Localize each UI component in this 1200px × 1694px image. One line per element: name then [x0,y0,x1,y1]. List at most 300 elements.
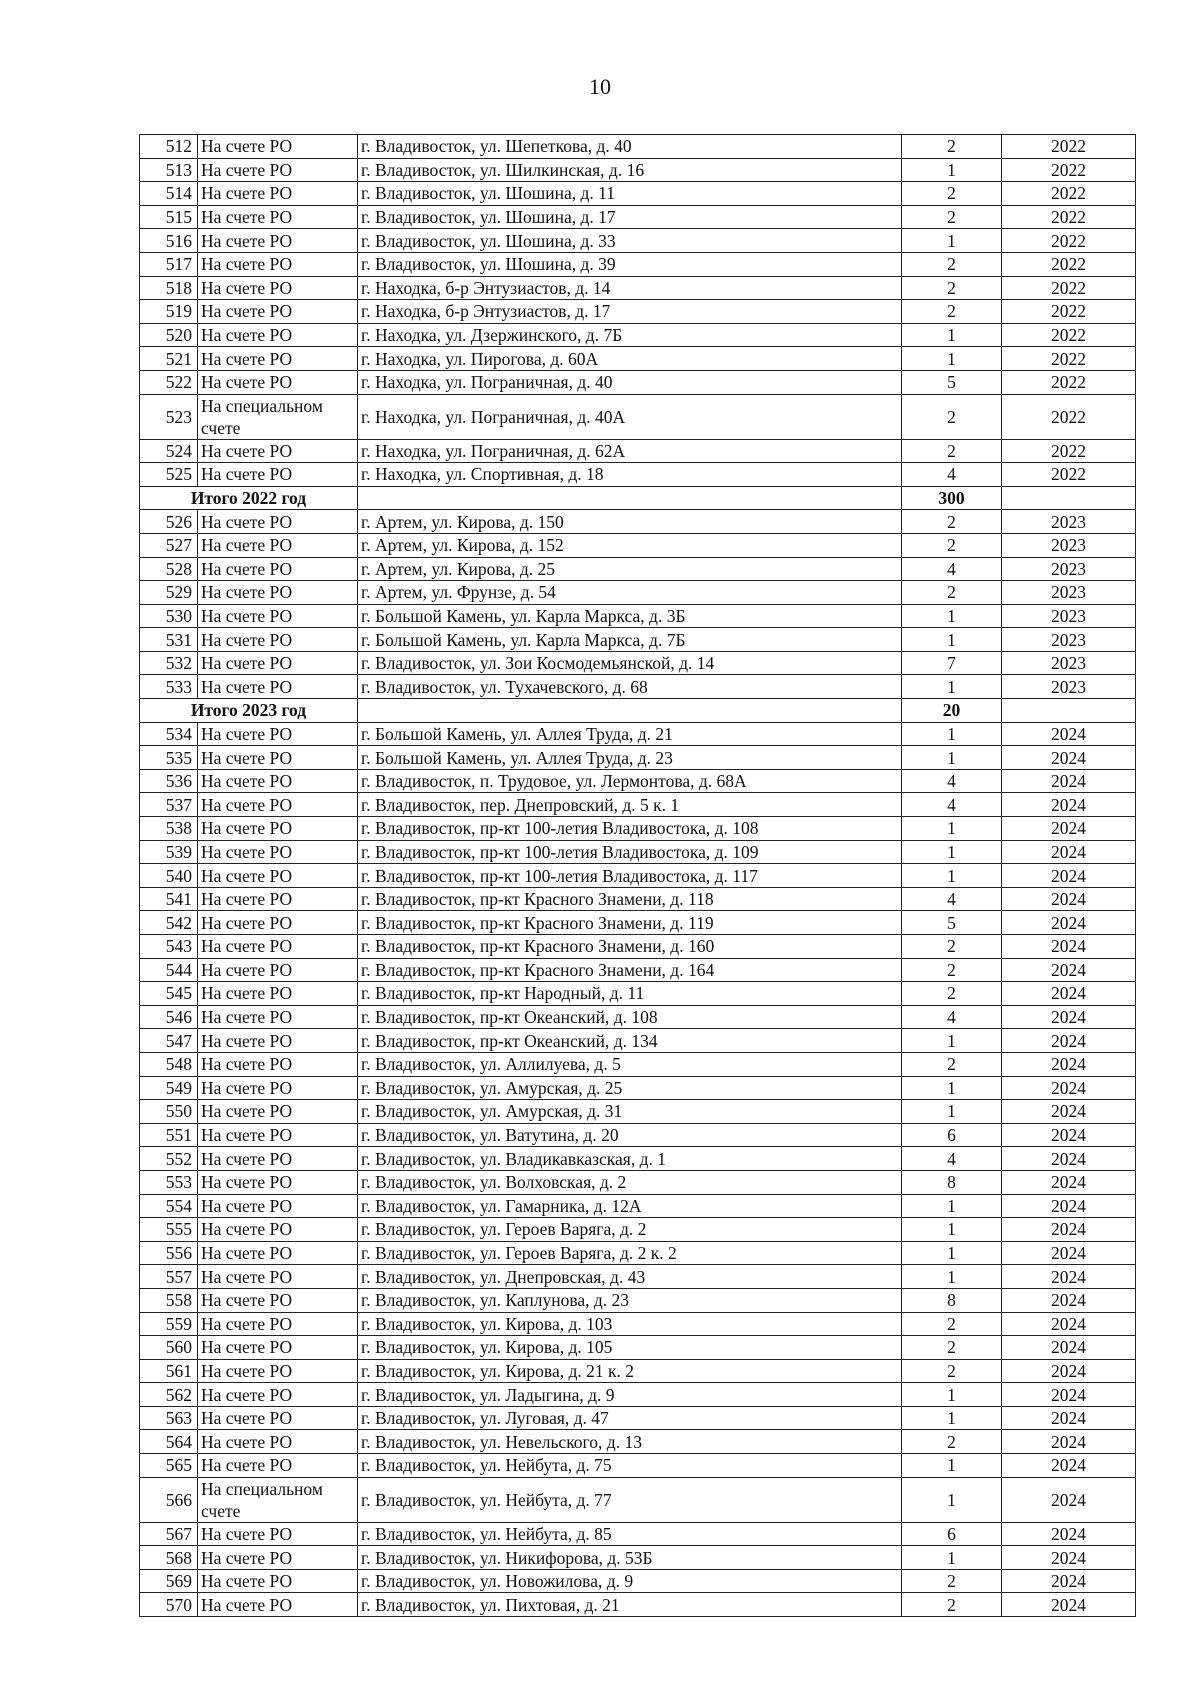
count: 1 [902,1477,1002,1522]
account-type: На счете РО [198,533,358,557]
row-number: 528 [140,557,198,581]
table-row [140,323,1136,347]
row-number: 539 [140,840,198,864]
address: г. Владивосток, пр-кт Народный, д. 11 [358,982,902,1006]
account-type: На счете РО [198,722,358,746]
account-type: На счете РО [198,1430,358,1454]
account-type: На счете РО [198,864,358,888]
account-type: На специальном счете [198,1477,358,1522]
account-type: На счете РО [198,1123,358,1147]
year: 2024 [1002,1005,1136,1029]
address: г. Владивосток, ул. Луговая, д. 47 [358,1406,902,1430]
count: 2 [902,1052,1002,1076]
account-type: На счете РО [198,887,358,911]
address: г. Находка, ул. Дзержинского, д. 7Б [358,323,902,347]
year: 2024 [1002,1430,1136,1454]
count: 2 [902,510,1002,534]
account-type: На счете РО [198,769,358,793]
account-type: На счете РО [198,1546,358,1570]
row-number: 525 [140,463,198,487]
address: г. Большой Камень, ул. Аллея Труда, д. 23 [358,746,902,770]
table-row [140,604,1136,628]
address: г. Владивосток, ул. Новожилова, д. 9 [358,1569,902,1593]
row-number: 551 [140,1123,198,1147]
count: 2 [902,1359,1002,1383]
table-row [140,911,1136,935]
table-row [140,1477,1136,1522]
table-row [140,394,1136,439]
address: г. Владивосток, пр-кт Океанский, д. 134 [358,1029,902,1053]
year: 2022 [1002,205,1136,229]
count: 7 [902,651,1002,675]
row-number: 557 [140,1265,198,1289]
address: г. Владивосток, ул. Шошина, д. 39 [358,252,902,276]
account-type: На счете РО [198,1312,358,1336]
year: 2022 [1002,158,1136,182]
address: г. Владивосток, ул. Шошина, д. 17 [358,205,902,229]
row-number: 558 [140,1288,198,1312]
count: 1 [902,840,1002,864]
year: 2022 [1002,439,1136,463]
total-row [140,486,1136,510]
year: 2024 [1002,887,1136,911]
year: 2024 [1002,864,1136,888]
year: 2024 [1002,817,1136,841]
table-row [140,746,1136,770]
count: 2 [902,958,1002,982]
row-number: 569 [140,1569,198,1593]
row-number: 524 [140,439,198,463]
table-row [140,1005,1136,1029]
account-type: На счете РО [198,1522,358,1546]
year: 2024 [1002,1076,1136,1100]
row-number: 565 [140,1454,198,1478]
address: г. Владивосток, ул. Невельского, д. 13 [358,1430,902,1454]
row-number: 541 [140,887,198,911]
table-row [140,135,1136,159]
count: 1 [902,1218,1002,1242]
account-type: На счете РО [198,1241,358,1265]
address: г. Владивосток, ул. Нейбута, д. 75 [358,1454,902,1478]
row-number: 520 [140,323,198,347]
account-type: На счете РО [198,1100,358,1124]
account-type: На счете РО [198,651,358,675]
row-number: 564 [140,1430,198,1454]
year: 2024 [1002,1241,1136,1265]
address: г. Владивосток, пер. Днепровский, д. 5 к. 1 [358,793,902,817]
address: г. Находка, б-р Энтузиастов, д. 14 [358,276,902,300]
account-type: На счете РО [198,982,358,1006]
address: г. Находка, ул. Спортивная, д. 18 [358,463,902,487]
year: 2024 [1002,840,1136,864]
table-row [140,722,1136,746]
address: г. Находка, ул. Пограничная, д. 40А [358,394,902,439]
row-number: 536 [140,769,198,793]
account-type: На счете РО [198,439,358,463]
row-number: 537 [140,793,198,817]
total-empty [1002,699,1136,723]
table-row [140,675,1136,699]
total-label: Итого 2023 год [140,699,358,723]
year: 2023 [1002,675,1136,699]
address: г. Артем, ул. Кирова, д. 25 [358,557,902,581]
address: г. Владивосток, п. Трудовое, ул. Лермонтова, д. 68А [358,769,902,793]
row-number: 514 [140,182,198,206]
count: 2 [902,533,1002,557]
address: г. Большой Камень, ул. Аллея Труда, д. 21 [358,722,902,746]
account-type: На счете РО [198,840,358,864]
table-row [140,651,1136,675]
row-number: 526 [140,510,198,534]
year: 2024 [1002,1265,1136,1289]
page-number: 10 [589,74,611,99]
count: 8 [902,1170,1002,1194]
count: 2 [902,182,1002,206]
row-number: 567 [140,1522,198,1546]
year: 2024 [1002,769,1136,793]
table-row [140,205,1136,229]
year: 2023 [1002,533,1136,557]
year: 2024 [1002,1406,1136,1430]
row-number: 531 [140,628,198,652]
count: 1 [902,1241,1002,1265]
account-type: На счете РО [198,1265,358,1289]
account-type: На счете РО [198,1170,358,1194]
year: 2024 [1002,1170,1136,1194]
account-type: На счете РО [198,182,358,206]
table-row [140,1218,1136,1242]
table-row [140,1194,1136,1218]
year: 2024 [1002,722,1136,746]
row-number: 554 [140,1194,198,1218]
count: 2 [902,982,1002,1006]
year: 2024 [1002,1546,1136,1570]
table-row [140,229,1136,253]
table-row [140,1454,1136,1478]
address: г. Владивосток, пр-кт 100-летия Владивостока, д. 117 [358,864,902,888]
count: 1 [902,817,1002,841]
account-type: На счете РО [198,746,358,770]
year: 2022 [1002,394,1136,439]
year: 2024 [1002,911,1136,935]
count: 2 [902,205,1002,229]
table-row [140,887,1136,911]
account-type: На счете РО [198,793,358,817]
row-number: 529 [140,581,198,605]
row-number: 517 [140,252,198,276]
row-number: 522 [140,370,198,394]
row-number: 512 [140,135,198,159]
address: г. Владивосток, ул. Героев Варяга, д. 2 [358,1218,902,1242]
row-number: 532 [140,651,198,675]
total-count: 300 [902,486,1002,510]
address: г. Владивосток, пр-кт 100-летия Владивостока, д. 109 [358,840,902,864]
total-empty [1002,486,1136,510]
account-type: На счете РО [198,817,358,841]
count: 1 [902,1076,1002,1100]
address: г. Владивосток, ул. Амурская, д. 31 [358,1100,902,1124]
year: 2024 [1002,1218,1136,1242]
account-type: На счете РО [198,252,358,276]
year: 2023 [1002,628,1136,652]
account-type: На счете РО [198,1406,358,1430]
count: 1 [902,1029,1002,1053]
account-type: На счете РО [198,276,358,300]
count: 1 [902,323,1002,347]
address: г. Большой Камень, ул. Карла Маркса, д. 3Б [358,604,902,628]
row-number: 513 [140,158,198,182]
table-row [140,1265,1136,1289]
year: 2024 [1002,958,1136,982]
row-number: 519 [140,300,198,324]
count: 2 [902,1312,1002,1336]
count: 2 [902,1569,1002,1593]
address: г. Владивосток, пр-кт Красного Знамени, д. 118 [358,887,902,911]
row-number: 553 [140,1170,198,1194]
table-row [140,864,1136,888]
account-type: На счете РО [198,1147,358,1171]
count: 2 [902,276,1002,300]
address: г. Владивосток, ул. Днепровская, д. 43 [358,1265,902,1289]
year: 2022 [1002,323,1136,347]
count: 6 [902,1522,1002,1546]
row-number: 527 [140,533,198,557]
address: г. Владивосток, ул. Героев Варяга, д. 2 к. 2 [358,1241,902,1265]
year: 2024 [1002,1593,1136,1617]
count: 2 [902,1336,1002,1360]
row-number: 543 [140,935,198,959]
total-row [140,699,1136,723]
row-number: 549 [140,1076,198,1100]
address: г. Владивосток, пр-кт 100-летия Владивостока, д. 108 [358,817,902,841]
count: 1 [902,864,1002,888]
account-type: На счете РО [198,370,358,394]
table-row [140,1076,1136,1100]
table-row [140,1052,1136,1076]
row-number: 548 [140,1052,198,1076]
table-row [140,463,1136,487]
table-row [140,793,1136,817]
account-type: На счете РО [198,1005,358,1029]
address: г. Владивосток, ул. Шошина, д. 11 [358,182,902,206]
year: 2022 [1002,276,1136,300]
table-row [140,1522,1136,1546]
address: г. Находка, ул. Пирогова, д. 60А [358,347,902,371]
row-number: 515 [140,205,198,229]
address: г. Владивосток, ул. Шепеткова, д. 40 [358,135,902,159]
year: 2022 [1002,252,1136,276]
address: г. Артем, ул. Кирова, д. 150 [358,510,902,534]
address: г. Владивосток, ул. Пихтовая, д. 21 [358,1593,902,1617]
count: 2 [902,394,1002,439]
count: 1 [902,604,1002,628]
row-number: 559 [140,1312,198,1336]
address: г. Владивосток, ул. Каплунова, д. 23 [358,1288,902,1312]
row-number: 521 [140,347,198,371]
count: 1 [902,1383,1002,1407]
count: 4 [902,887,1002,911]
year: 2022 [1002,463,1136,487]
row-number: 560 [140,1336,198,1360]
year: 2023 [1002,510,1136,534]
table-row [140,439,1136,463]
address: г. Владивосток, ул. Нейбута, д. 77 [358,1477,902,1522]
table-row [140,370,1136,394]
row-number: 544 [140,958,198,982]
table-row [140,300,1136,324]
year: 2024 [1002,1383,1136,1407]
row-number: 563 [140,1406,198,1430]
table-row [140,628,1136,652]
year: 2024 [1002,1123,1136,1147]
year: 2024 [1002,1522,1136,1546]
account-type: На специальном счете [198,394,358,439]
count: 2 [902,1593,1002,1617]
address: г. Владивосток, пр-кт Красного Знамени, д. 160 [358,935,902,959]
table-row [140,935,1136,959]
count: 2 [902,439,1002,463]
count: 2 [902,300,1002,324]
year: 2024 [1002,1029,1136,1053]
account-type: На счете РО [198,675,358,699]
year: 2024 [1002,1477,1136,1522]
address: г. Владивосток, пр-кт Красного Знамени, д. 164 [358,958,902,982]
account-type: На счете РО [198,1569,358,1593]
account-type: На счете РО [198,958,358,982]
row-number: 540 [140,864,198,888]
total-label: Итого 2022 год [140,486,358,510]
year: 2024 [1002,1147,1136,1171]
account-type: На счете РО [198,1383,358,1407]
row-number: 545 [140,982,198,1006]
table-row [140,1029,1136,1053]
row-number: 561 [140,1359,198,1383]
table-row [140,1359,1136,1383]
count: 1 [902,746,1002,770]
address: г. Владивосток, ул. Гамарника, д. 12А [358,1194,902,1218]
count: 6 [902,1123,1002,1147]
count: 1 [902,229,1002,253]
count: 1 [902,1546,1002,1570]
count: 1 [902,1194,1002,1218]
address: г. Большой Камень, ул. Карла Маркса, д. 7Б [358,628,902,652]
account-type: На счете РО [198,1288,358,1312]
year: 2024 [1002,935,1136,959]
year: 2024 [1002,793,1136,817]
address: г. Владивосток, ул. Кирова, д. 103 [358,1312,902,1336]
account-type: На счете РО [198,911,358,935]
table-row [140,1593,1136,1617]
account-type: На счете РО [198,205,358,229]
count: 2 [902,935,1002,959]
address: г. Находка, ул. Пограничная, д. 62А [358,439,902,463]
year: 2022 [1002,229,1136,253]
address: г. Владивосток, ул. Кирова, д. 105 [358,1336,902,1360]
year: 2023 [1002,604,1136,628]
row-number: 516 [140,229,198,253]
address: г. Владивосток, ул. Зои Космодемьянской, д. 14 [358,651,902,675]
table-row [140,347,1136,371]
count: 2 [902,135,1002,159]
address: г. Артем, ул. Кирова, д. 152 [358,533,902,557]
table-row [140,276,1136,300]
table-row [140,1430,1136,1454]
housing-table [139,134,1136,1617]
table-row [140,581,1136,605]
count: 2 [902,252,1002,276]
account-type: На счете РО [198,1336,358,1360]
year: 2024 [1002,982,1136,1006]
address: г. Владивосток, ул. Ладыгина, д. 9 [358,1383,902,1407]
address: г. Владивосток, ул. Аллилуева, д. 5 [358,1052,902,1076]
account-type: На счете РО [198,935,358,959]
address: г. Находка, ул. Пограничная, д. 40 [358,370,902,394]
row-number: 530 [140,604,198,628]
address: г. Владивосток, ул. Кирова, д. 21 к. 2 [358,1359,902,1383]
table-row [140,1241,1136,1265]
year: 2023 [1002,581,1136,605]
row-number: 546 [140,1005,198,1029]
count: 1 [902,675,1002,699]
address: г. Владивосток, ул. Ватутина, д. 20 [358,1123,902,1147]
table-row [140,1336,1136,1360]
account-type: На счете РО [198,510,358,534]
count: 1 [902,628,1002,652]
account-type: На счете РО [198,1076,358,1100]
count: 1 [902,722,1002,746]
year: 2024 [1002,1052,1136,1076]
table-row [140,982,1136,1006]
count: 1 [902,158,1002,182]
row-number: 542 [140,911,198,935]
count: 2 [902,1430,1002,1454]
count: 1 [902,1265,1002,1289]
row-number: 555 [140,1218,198,1242]
count: 4 [902,463,1002,487]
row-number: 547 [140,1029,198,1053]
year: 2024 [1002,1454,1136,1478]
account-type: На счете РО [198,1194,358,1218]
year: 2022 [1002,182,1136,206]
account-type: На счете РО [198,229,358,253]
account-type: На счете РО [198,347,358,371]
account-type: На счете РО [198,300,358,324]
year: 2024 [1002,1288,1136,1312]
address: г. Владивосток, ул. Владикавказская, д. 1 [358,1147,902,1171]
table-row [140,1546,1136,1570]
address: г. Владивосток, ул. Волховская, д. 2 [358,1170,902,1194]
account-type: На счете РО [198,135,358,159]
table-row [140,252,1136,276]
row-number: 550 [140,1100,198,1124]
table-row [140,1569,1136,1593]
table-row [140,769,1136,793]
year: 2024 [1002,1359,1136,1383]
row-number: 523 [140,394,198,439]
address: г. Артем, ул. Фрунзе, д. 54 [358,581,902,605]
account-type: На счете РО [198,628,358,652]
count: 4 [902,1147,1002,1171]
year: 2022 [1002,135,1136,159]
table-row [140,1100,1136,1124]
address: г. Владивосток, ул. Нейбута, д. 85 [358,1522,902,1546]
row-number: 535 [140,746,198,770]
year: 2024 [1002,1312,1136,1336]
account-type: На счете РО [198,158,358,182]
count: 1 [902,1454,1002,1478]
table-row [140,1288,1136,1312]
year: 2022 [1002,300,1136,324]
